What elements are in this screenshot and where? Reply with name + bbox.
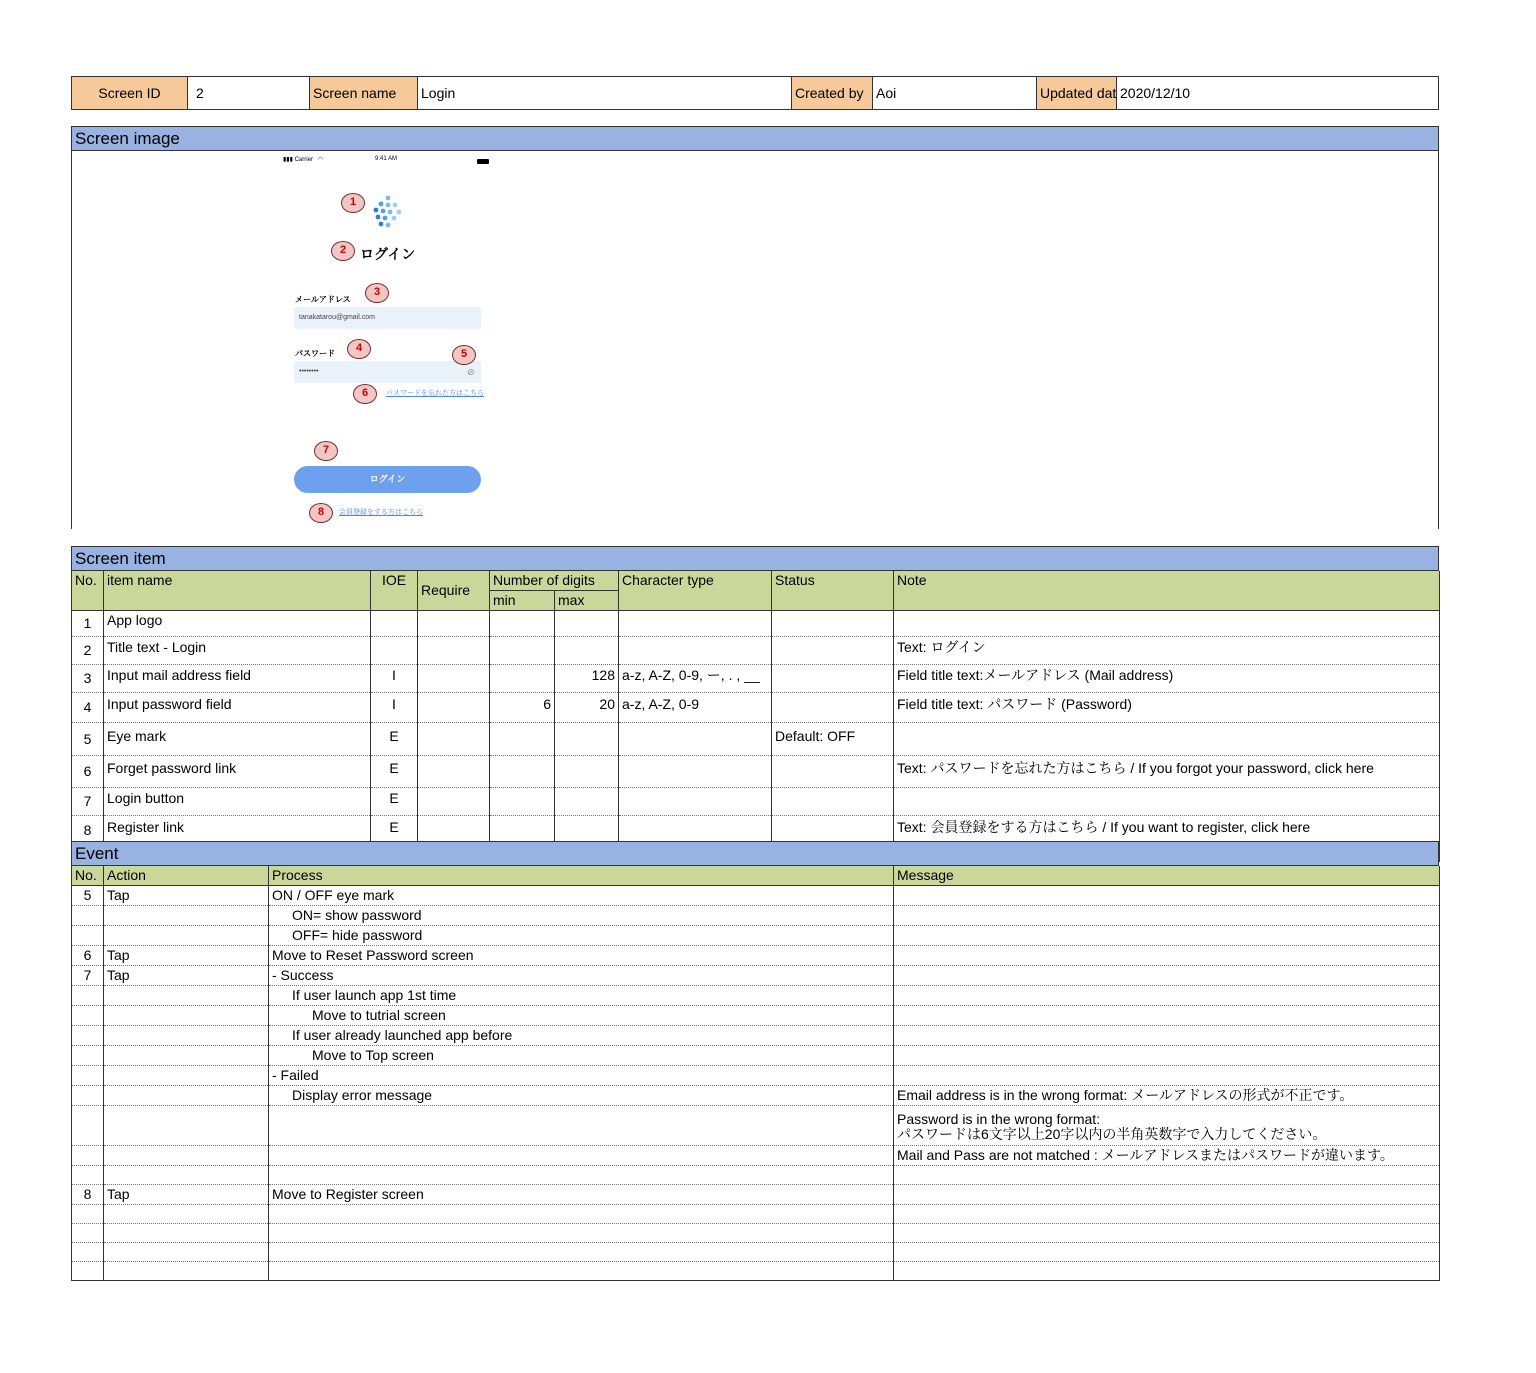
- item-no: 4: [72, 693, 104, 723]
- ev-col-no: No.: [72, 866, 104, 886]
- event-action: Tap: [104, 1185, 269, 1205]
- item-name: Title text - Login: [104, 637, 371, 665]
- event-message: [894, 1185, 1440, 1205]
- item-max: [555, 723, 619, 756]
- item-min: [490, 788, 555, 816]
- event-process: Move to Register screen: [269, 1185, 894, 1205]
- event-no: [72, 1046, 104, 1066]
- event-message: [894, 1224, 1440, 1243]
- created-by-value: Aoi: [873, 77, 1037, 109]
- carrier-label: Carrier: [294, 157, 313, 163]
- section-screen-image: Screen image: [71, 126, 1439, 151]
- battery-icon: [477, 159, 489, 164]
- callout-4: 4: [347, 339, 371, 359]
- event-no: 8: [72, 1185, 104, 1205]
- event-row: [72, 966, 1440, 986]
- event-row: [72, 926, 1440, 946]
- item-ioe: E: [371, 756, 418, 788]
- item-no: 8: [72, 816, 104, 845]
- item-char-type: [619, 756, 772, 788]
- event-process: ON= show password: [269, 906, 894, 926]
- ev-col-action: Action: [104, 866, 269, 886]
- event-process: [269, 1224, 894, 1243]
- event-process: Move to tutrial screen: [269, 1006, 894, 1026]
- wifi-icon: ◠: [317, 157, 323, 163]
- app-logo-icon: [368, 194, 406, 230]
- item-note: [894, 788, 1440, 816]
- item-char-type: [619, 611, 772, 637]
- created-by-label: Created by: [792, 77, 873, 109]
- event-row: [72, 1262, 1440, 1281]
- item-ioe: E: [371, 723, 418, 756]
- item-no: 2: [72, 637, 104, 665]
- phone-title: ログイン: [360, 246, 416, 262]
- event-message: Mail and Pass are not matched : メールアドレスまたはパスワードが違います。: [894, 1146, 1440, 1166]
- event-message: Email address is in the wrong format: メールアドレスの形式が不正です。: [894, 1086, 1440, 1106]
- item-require: [418, 723, 490, 756]
- event-no: [72, 1166, 104, 1185]
- event-no: 6: [72, 946, 104, 966]
- item-no: 3: [72, 665, 104, 693]
- event-message: [894, 986, 1440, 1006]
- table-row: [72, 788, 1440, 816]
- col-ioe: IOE: [371, 571, 418, 611]
- event-row: [72, 886, 1440, 906]
- item-name: Register link: [104, 816, 371, 845]
- item-min: [490, 665, 555, 693]
- event-row: [72, 1224, 1440, 1243]
- event-action: [104, 1046, 269, 1066]
- status-time: 9:41 AM: [375, 156, 398, 162]
- event-action: [104, 1224, 269, 1243]
- item-require: [418, 693, 490, 723]
- event-no: [72, 1026, 104, 1046]
- item-char-type: [619, 788, 772, 816]
- spec-header: [71, 76, 1439, 110]
- item-note: Text: パスワードを忘れた方はこちら / If you forgot your password, click here: [894, 756, 1440, 788]
- event-row: [72, 986, 1440, 1006]
- ev-col-process: Process: [269, 866, 894, 886]
- col-no: No.: [72, 571, 104, 611]
- event-message: [894, 1205, 1440, 1224]
- item-no: 1: [72, 611, 104, 637]
- item-char-type: a-z, A-Z, 0-9, ー, . , __: [619, 665, 772, 693]
- event-process: OFF= hide password: [269, 926, 894, 946]
- callout-3: 3: [365, 283, 389, 303]
- item-min: [490, 637, 555, 665]
- col-note: Note: [894, 571, 1440, 611]
- item-max: 20: [555, 693, 619, 723]
- event-no: [72, 1006, 104, 1026]
- item-max: [555, 637, 619, 665]
- item-ioe: [371, 611, 418, 637]
- col-max: max: [555, 591, 619, 611]
- email-field-label: メールアドレス: [295, 295, 351, 304]
- event-no: [72, 1224, 104, 1243]
- event-row: [72, 1046, 1440, 1066]
- register-link[interactable]: 会員登録をする方はこちら: [339, 509, 423, 516]
- event-process: - Failed: [269, 1066, 894, 1086]
- table-row: [72, 693, 1440, 723]
- event-process: ON / OFF eye mark: [269, 886, 894, 906]
- callout-7: 7: [314, 441, 338, 461]
- col-char-type: Character type: [619, 571, 772, 611]
- item-min: [490, 611, 555, 637]
- event-action: [104, 1262, 269, 1281]
- event-row: [72, 1205, 1440, 1224]
- event-row: [72, 1185, 1440, 1205]
- item-name: Login button: [104, 788, 371, 816]
- section-screen-item: Screen item: [71, 546, 1439, 571]
- item-char-type: [619, 723, 772, 756]
- callout-5: 5: [452, 345, 476, 365]
- event-message: [894, 906, 1440, 926]
- event-no: [72, 906, 104, 926]
- event-message: Password is in the wrong format: パスワードは6文字以上20字以内の半角英数字で入力してください。: [894, 1106, 1440, 1146]
- eye-icon[interactable]: ⊘: [467, 367, 475, 377]
- screen-image-frame: [71, 151, 1439, 529]
- event-message: [894, 926, 1440, 946]
- updated-date-value: 2020/12/10: [1120, 85, 1191, 101]
- item-min: [490, 756, 555, 788]
- screen-id-label: Screen ID: [72, 77, 188, 109]
- event-no: [72, 1086, 104, 1106]
- event-no: [72, 926, 104, 946]
- status-bar: [283, 156, 323, 163]
- callout-2: 2: [331, 241, 355, 261]
- col-min: min: [490, 591, 555, 611]
- event-action: [104, 986, 269, 1006]
- event-action: Tap: [104, 886, 269, 906]
- item-ioe: [371, 637, 418, 665]
- section-event: Event: [71, 841, 1439, 866]
- event-action: [104, 1205, 269, 1224]
- item-char-type: [619, 637, 772, 665]
- event-process: [269, 1243, 894, 1262]
- password-field-label: パスワード: [295, 349, 335, 358]
- item-name: Input password field: [104, 693, 371, 723]
- updated-date-label: Updated dat: [1037, 77, 1117, 109]
- event-no: 7: [72, 966, 104, 986]
- event-process: [269, 1262, 894, 1281]
- event-action: [104, 1166, 269, 1185]
- event-action: [104, 1243, 269, 1262]
- event-row: [72, 946, 1440, 966]
- event-message: [894, 1066, 1440, 1086]
- item-ioe: I: [371, 665, 418, 693]
- event-row: [72, 1243, 1440, 1262]
- callout-1: 1: [341, 193, 365, 213]
- event-message: [894, 1046, 1440, 1066]
- event-action: [104, 1106, 269, 1146]
- event-row: [72, 906, 1440, 926]
- event-no: 5: [72, 886, 104, 906]
- event-process: If user already launched app before: [269, 1026, 894, 1046]
- event-action: Tap: [104, 966, 269, 986]
- table-row: [72, 637, 1440, 665]
- signal-icon: ▮▮▮: [283, 157, 293, 163]
- item-name: App logo: [104, 611, 371, 637]
- event-row: [72, 1106, 1440, 1146]
- event-no: [72, 1243, 104, 1262]
- item-status: [772, 693, 894, 723]
- event-row: [72, 1166, 1440, 1185]
- item-no: 6: [72, 756, 104, 788]
- event-row: [72, 1086, 1440, 1106]
- item-min: [490, 723, 555, 756]
- item-require: [418, 756, 490, 788]
- event-process: Display error message: [269, 1086, 894, 1106]
- event-process: If user launch app 1st time: [269, 986, 894, 1006]
- event-message: [894, 966, 1440, 986]
- col-require: Require: [418, 571, 490, 611]
- event-message: [894, 1026, 1440, 1046]
- callout-8: 8: [309, 503, 333, 523]
- item-status: Default: OFF: [772, 723, 894, 756]
- event-process: - Success: [269, 966, 894, 986]
- event-no: [72, 1066, 104, 1086]
- item-status: [772, 611, 894, 637]
- callout-6: 6: [353, 384, 377, 404]
- item-name: Input mail address field: [104, 665, 371, 693]
- event-row: [72, 1026, 1440, 1046]
- col-item-name: item name: [104, 571, 371, 611]
- item-require: [418, 788, 490, 816]
- screen-item-table: [71, 571, 1440, 862]
- item-status: [772, 665, 894, 693]
- forgot-password-link[interactable]: パスワードを忘れた方はこちら: [386, 390, 484, 397]
- item-ioe: I: [371, 693, 418, 723]
- item-max: [555, 611, 619, 637]
- event-action: [104, 1066, 269, 1086]
- event-no: [72, 1205, 104, 1224]
- event-action: Tap: [104, 946, 269, 966]
- email-input[interactable]: tanakatarou@gmail.com: [294, 307, 481, 329]
- item-status: [772, 788, 894, 816]
- event-row: [72, 1066, 1440, 1086]
- item-require: [418, 611, 490, 637]
- item-no: 7: [72, 788, 104, 816]
- event-no: [72, 1146, 104, 1166]
- event-message: [894, 886, 1440, 906]
- ev-col-message: Message: [894, 866, 1440, 886]
- event-no: [72, 1262, 104, 1281]
- event-action: [104, 906, 269, 926]
- item-note: [894, 611, 1440, 637]
- event-action: [104, 1006, 269, 1026]
- event-message: [894, 1006, 1440, 1026]
- event-process: [269, 1166, 894, 1185]
- screen-name-value: Login: [418, 77, 792, 109]
- event-process: Move to Reset Password screen: [269, 946, 894, 966]
- event-no: [72, 1106, 104, 1146]
- table-row: [72, 723, 1440, 756]
- event-row: [72, 1146, 1440, 1166]
- table-row: [72, 611, 1440, 637]
- col-status: Status: [772, 571, 894, 611]
- item-name: Eye mark: [104, 723, 371, 756]
- item-min: 6: [490, 693, 555, 723]
- event-message: [894, 1166, 1440, 1185]
- event-process: Move to Top screen: [269, 1046, 894, 1066]
- table-row: [72, 665, 1440, 693]
- event-process: [269, 1146, 894, 1166]
- event-message: [894, 1243, 1440, 1262]
- item-note: Text: ログイン: [894, 637, 1440, 665]
- password-input[interactable]: ••••••••: [294, 361, 481, 383]
- item-require: [418, 637, 490, 665]
- event-message: [894, 946, 1440, 966]
- item-note: [894, 723, 1440, 756]
- item-max: 128: [555, 665, 619, 693]
- item-note: Field title text: パスワード (Password): [894, 693, 1440, 723]
- item-status: [772, 756, 894, 788]
- event-action: [104, 1086, 269, 1106]
- event-process: [269, 1106, 894, 1146]
- event-message: [894, 1262, 1440, 1281]
- item-no: 5: [72, 723, 104, 756]
- item-max: [555, 788, 619, 816]
- item-max: [555, 756, 619, 788]
- item-status: [772, 637, 894, 665]
- event-action: [104, 1026, 269, 1046]
- event-no: [72, 986, 104, 1006]
- item-note: Field title text:メールアドレス (Mail address): [894, 665, 1440, 693]
- event-row: [72, 1006, 1440, 1026]
- event-action: [104, 1146, 269, 1166]
- col-digits: Number of digits: [490, 571, 619, 591]
- item-char-type: a-z, A-Z, 0-9: [619, 693, 772, 723]
- table-row: [72, 756, 1440, 788]
- item-require: [418, 665, 490, 693]
- item-ioe: E: [371, 788, 418, 816]
- event-process: [269, 1205, 894, 1224]
- item-ioe: E: [371, 816, 418, 845]
- login-button[interactable]: ログイン: [294, 466, 481, 493]
- event-table: [71, 866, 1440, 1281]
- item-name: Forget password link: [104, 756, 371, 788]
- item-note: Text: 会員登録をする方はこちら / If you want to register, click here: [894, 816, 1440, 845]
- screen-id-value: 2: [188, 77, 310, 109]
- event-action: [104, 926, 269, 946]
- screen-name-label: Screen name: [310, 77, 418, 109]
